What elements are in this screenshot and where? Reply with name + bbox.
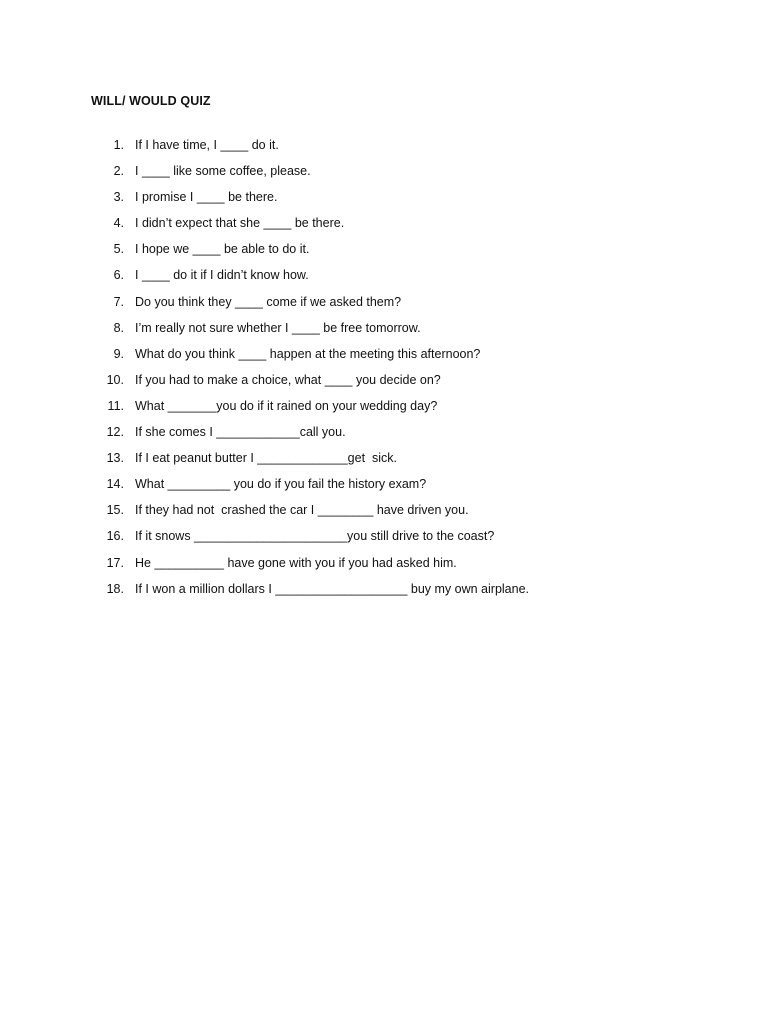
question-number: 10. [106,372,124,387]
question-text: I’m really not sure whether I ____ be free tomorrow. [135,320,421,335]
question-item [0,240,768,266]
question-text: If I won a million dollars I ___________________ buy my own airplane. [135,581,530,596]
question-number: 14. [106,477,124,492]
question-number: 7. [113,294,124,309]
question-text: I promise I ____ be there. [135,190,278,205]
question-item [0,554,768,580]
question-item [0,188,768,214]
question-number: 11. [107,398,124,413]
question-number: 6. [113,268,124,283]
question-text: What do you think ____ happen at the meeting this afternoon? [135,346,481,361]
question-text: If I eat peanut butter I _____________get sick. [135,451,397,466]
question-text: I ____ like some coffee, please. [135,164,311,179]
question-text: I ____ do it if I didn’t know how. [135,268,309,283]
quiz-title: WILL/ WOULD QUIZ [91,94,211,108]
question-number: 18. [106,581,124,596]
question-text: He __________ have gone with you if you had asked him. [135,555,457,570]
question-number: 16. [106,529,124,544]
question-text: I hope we ____ be able to do it. [135,242,310,257]
question-number: 8. [113,320,124,335]
question-number: 2. [113,164,124,179]
question-item [0,527,768,553]
question-number: 3. [113,190,124,205]
question-text: I didn’t expect that she ____ be there. [135,216,345,231]
question-number: 12. [106,425,124,440]
question-item [0,397,768,423]
question-item [0,423,768,449]
question-number: 5. [113,242,124,257]
question-item [0,319,768,345]
question-text: Do you think they ____ come if we asked them? [135,294,402,309]
question-text: If they had not crashed the car I ________ have driven you. [135,503,469,518]
question-number: 13. [106,451,124,466]
question-item [0,580,768,606]
question-item [0,162,768,188]
question-number: 15. [106,503,124,518]
question-item [0,475,768,501]
question-item [0,371,768,397]
question-item [0,136,768,162]
question-text: If it snows ______________________you still drive to the coast? [135,529,495,544]
question-item [0,449,768,475]
question-item [0,501,768,527]
question-text: If I have time, I ____ do it. [135,138,279,152]
question-item [0,293,768,319]
question-number: 17. [106,555,124,570]
question-number: 1. [113,138,124,152]
question-text: What _______you do if it rained on your wedding day? [135,398,438,413]
question-item [0,345,768,371]
question-number: 9. [113,346,124,361]
question-text: If she comes I ____________call you. [135,425,346,440]
question-number: 4. [113,216,124,231]
question-text: What _________ you do if you fail the history exam? [135,477,427,492]
question-text: If you had to make a choice, what ____ you decide on? [135,372,441,387]
question-item [0,266,768,292]
question-item [0,214,768,240]
question-list [0,136,768,606]
